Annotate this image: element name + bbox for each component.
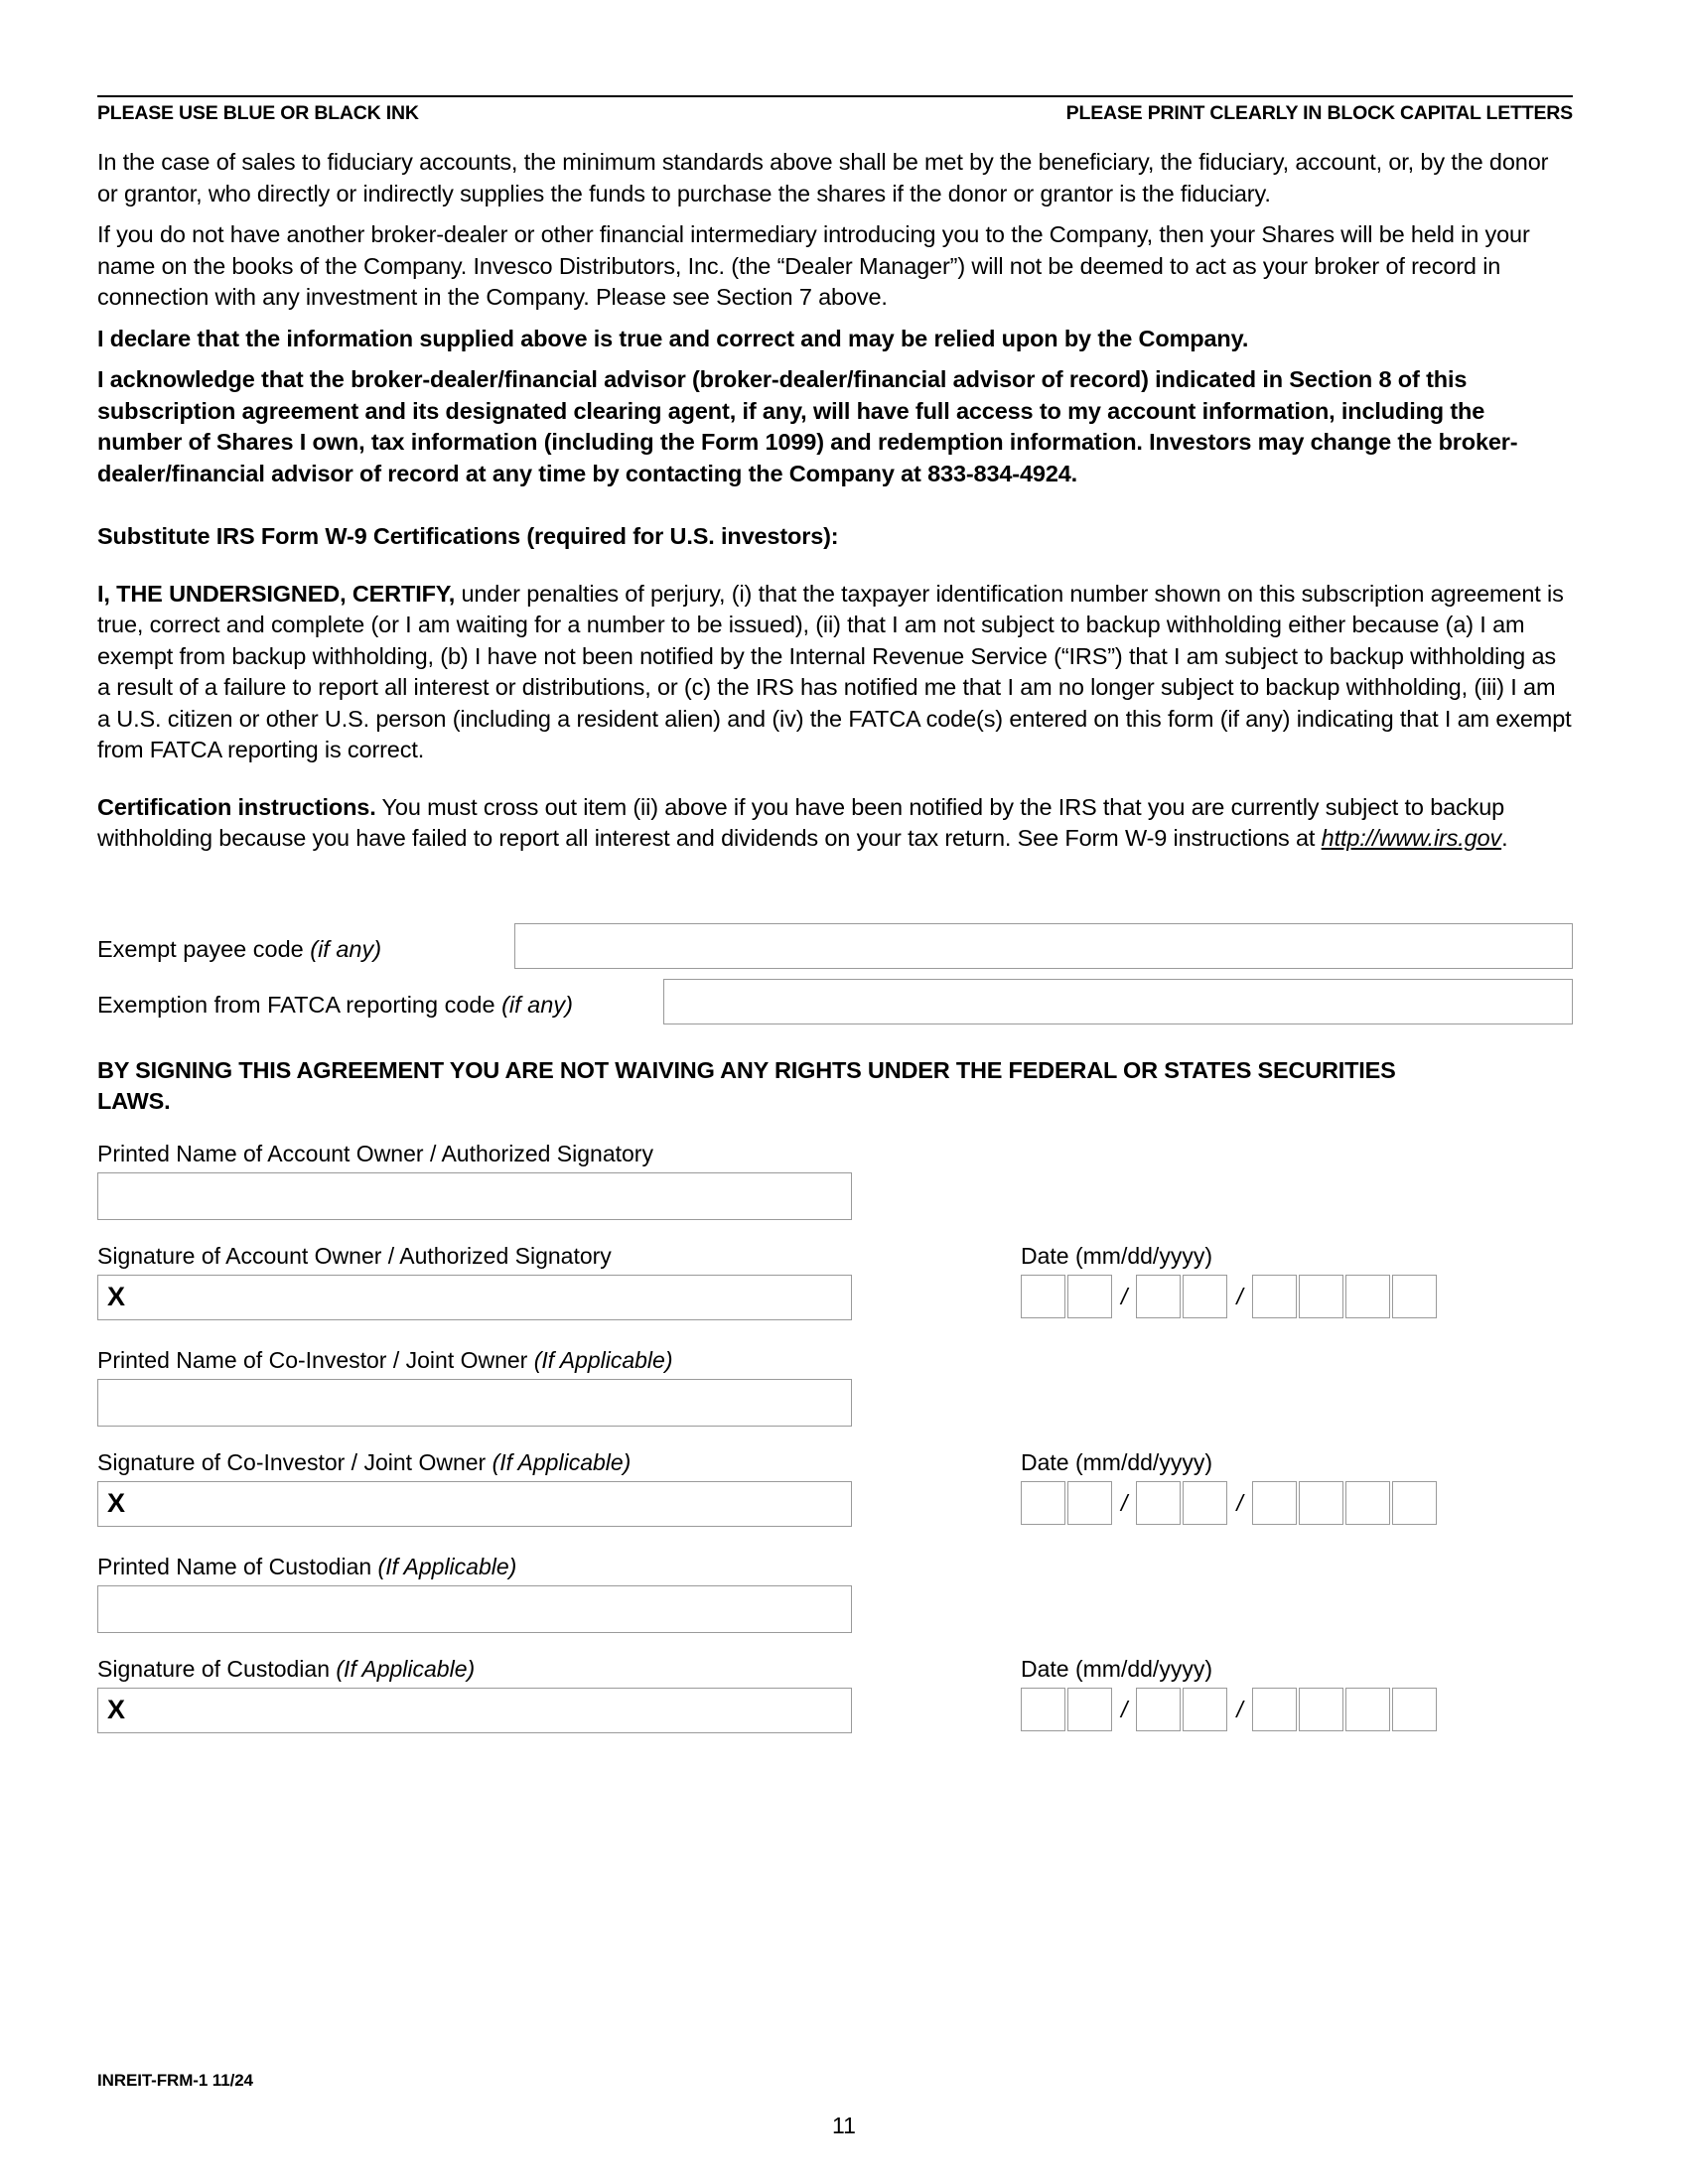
date-separator-slash: / — [1236, 1697, 1243, 1722]
date-year-digit[interactable] — [1345, 1688, 1390, 1731]
date-label: Date (mm/dd/yyyy) — [1021, 1243, 1212, 1269]
date-year-digit[interactable] — [1345, 1481, 1390, 1525]
date-separator-slash: / — [1236, 1490, 1243, 1516]
date-separator-slash: / — [1236, 1284, 1243, 1309]
exempt-payee-code-row — [97, 923, 1573, 971]
spacer — [97, 499, 1573, 521]
fatca-exemption-code-label-note: (if any) — [501, 992, 573, 1018]
date-separator-slash: / — [1121, 1490, 1128, 1516]
printed-name-label — [97, 1140, 1573, 1167]
exempt-payee-code-label-text: Exempt payee code — [97, 936, 311, 962]
printed-name-label-text: Printed Name of Account Owner / Authorized Signatory — [97, 1141, 653, 1166]
fatca-exemption-code-row — [97, 979, 1573, 1026]
signature-field[interactable] — [97, 1688, 852, 1733]
date-boxes — [1021, 1688, 1439, 1731]
signature-x-marker: X — [107, 1487, 126, 1518]
date-separator-slash: / — [1121, 1697, 1128, 1722]
date-year-digit[interactable] — [1299, 1481, 1343, 1525]
date-month-digit[interactable] — [1021, 1275, 1065, 1318]
date-year-digit[interactable] — [1252, 1481, 1297, 1525]
fatca-exemption-code-input[interactable] — [663, 979, 1573, 1024]
printed-name-label-text: Printed Name of Custodian — [97, 1554, 378, 1579]
printed-name-label — [97, 1346, 1573, 1374]
page-number-footer: 11 — [832, 2113, 856, 2138]
signature-label-text: Signature of Co-Investor / Joint Owner — [97, 1449, 492, 1475]
spacer — [97, 563, 1573, 579]
certify-lead-in: I, THE UNDERSIGNED, CERTIFY, — [97, 580, 456, 607]
fatca-exemption-code-label — [97, 991, 573, 1019]
signature-x-marker: X — [107, 1694, 126, 1724]
date-year-digit[interactable] — [1252, 1688, 1297, 1731]
paragraph-fiduciary-accounts: In the case of sales to fiduciary accounts, the minimum standards above shall be met by the beneficiary, the fiduciary, account, or, by the donor or grantor, who directly or indirectly supplies the funds to purchase the shares if the donor or grantor is the fiduciary. — [97, 149, 1549, 206]
form-code-footer: INREIT-FRM-1 11/24 — [97, 2071, 253, 2090]
exempt-payee-code-label — [97, 935, 381, 963]
printed-name-label-note: (If Applicable) — [377, 1554, 517, 1579]
date-label: Date (mm/dd/yyyy) — [1021, 1656, 1212, 1682]
signature-row — [97, 1242, 1573, 1320]
signature-row — [97, 1655, 1573, 1733]
printed-name-label-note: (If Applicable) — [533, 1347, 673, 1373]
signature-label-text: Signature of Account Owner / Authorized Signatory — [97, 1243, 612, 1269]
signature-section — [97, 1140, 1573, 1733]
header-left-instruction: PLEASE USE BLUE OR BLACK INK — [97, 102, 419, 124]
date-label: Date (mm/dd/yyyy) — [1021, 1449, 1212, 1475]
signature-group — [97, 1346, 1573, 1527]
paragraph-acknowledgement: I acknowledge that the broker-dealer/financial advisor (broker-dealer/financial advisor of record) indicated in Section 8 of this subscription agreement and its designated clearing agent, if any, will have full access to my account information, including the number of Shares I own, tax information (including the Form 1099) and redemption information. Investors may change the broker-dealer/financial advisor of record at any time by contacting the Company at 833-834-4924. — [97, 366, 1518, 486]
printed-name-label — [97, 1553, 1573, 1580]
irs-gov-link[interactable]: http://www.irs.gov — [1321, 825, 1502, 851]
paragraph-broker-dealer: If you do not have another broker-dealer or other financial intermediary introducing you to the Company, then your Shares will be held in your name on the books of the Company. Invesco Distributors, Inc. (the “Dealer Manager”) will not be deemed to act as your broker of record in connection with any investment in the Company. Please see Section 7 above. — [97, 221, 1530, 310]
date-month-digit[interactable] — [1067, 1275, 1112, 1318]
printed-name-input[interactable] — [97, 1379, 852, 1427]
date-month-digit[interactable] — [1067, 1688, 1112, 1731]
paragraph-undersigned-certify — [97, 579, 1573, 766]
printed-name-label-text: Printed Name of Co-Investor / Joint Owner — [97, 1347, 534, 1373]
date-day-digit[interactable] — [1183, 1275, 1227, 1318]
date-day-digit[interactable] — [1183, 1688, 1227, 1731]
certification-instructions-body: You must cross out item (ii) above if you have been notified by the IRS that you are currently subject to backup withholding because you have failed to report all interest and dividends on your tax return. See Form W-9 instructions at — [97, 793, 1505, 851]
date-day-digit[interactable] — [1136, 1481, 1181, 1525]
spacer — [97, 776, 1573, 792]
waiver-heading: BY SIGNING THIS AGREEMENT YOU ARE NOT WAIVING ANY RIGHTS UNDER THE FEDERAL OR STATES SECURITIES LAWS. — [97, 1057, 1396, 1114]
date-year-digit[interactable] — [1392, 1688, 1437, 1731]
printed-name-input[interactable] — [97, 1585, 852, 1633]
date-year-digit[interactable] — [1252, 1275, 1297, 1318]
date-day-digit[interactable] — [1136, 1275, 1181, 1318]
date-column — [1021, 1655, 1439, 1731]
body-text-region — [97, 147, 1573, 865]
signature-field[interactable] — [97, 1275, 852, 1320]
signature-group — [97, 1140, 1573, 1320]
signature-field[interactable] — [97, 1481, 852, 1527]
signature-label-note: (If Applicable) — [492, 1449, 632, 1475]
date-month-digit[interactable] — [1021, 1481, 1065, 1525]
paragraph-certification-instructions — [97, 792, 1573, 855]
signature-label-note: (If Applicable) — [336, 1656, 476, 1682]
page-header — [97, 102, 1573, 125]
signature-row — [97, 1448, 1573, 1527]
exempt-payee-code-input[interactable] — [514, 923, 1573, 969]
date-column — [1021, 1448, 1439, 1525]
fatca-exemption-code-label-text: Exemption from FATCA reporting code — [97, 992, 502, 1018]
date-boxes — [1021, 1275, 1439, 1318]
date-year-digit[interactable] — [1392, 1481, 1437, 1525]
certify-body: under penalties of perjury, (i) that the taxpayer identification number shown on this subscription agreement is true, correct and complete (or I am waiting for a number to be issued), (ii) that I am not subject to backup withholding either because (a) I am exempt from backup withholding, (b) I have not been notified by the Internal Revenue Service (“IRS”) that I am subject to backup withholding as a result of a failure to report all interest or distributions, or (c) the IRS has notified me that I am no longer subject to backup withholding, (iii) I am a U.S. citizen or other U.S. person (including a resident alien) and (iv) the FATCA code(s) entered on this form (if any) indicating that I am exempt from FATCA reporting is correct. — [97, 580, 1572, 762]
date-column — [1021, 1242, 1439, 1318]
signature-group — [97, 1553, 1573, 1733]
date-month-digit[interactable] — [1067, 1481, 1112, 1525]
printed-name-input[interactable] — [97, 1172, 852, 1220]
exempt-payee-code-label-note: (if any) — [310, 936, 382, 962]
date-year-digit[interactable] — [1345, 1275, 1390, 1318]
certification-instructions-period: . — [1501, 825, 1508, 851]
date-boxes — [1021, 1481, 1439, 1525]
date-month-digit[interactable] — [1021, 1688, 1065, 1731]
paragraph-declaration: I declare that the information supplied above is true and correct and may be relied upon by the Company. — [97, 325, 1249, 351]
date-year-digit[interactable] — [1299, 1275, 1343, 1318]
signature-x-marker: X — [107, 1281, 126, 1311]
date-day-digit[interactable] — [1136, 1688, 1181, 1731]
header-right-instruction: PLEASE PRINT CLEARLY IN BLOCK CAPITAL LETTERS — [1065, 102, 1573, 124]
exempt-code-fields — [97, 923, 1573, 1034]
certification-instructions-lead-in: Certification instructions. — [97, 793, 376, 820]
header-divider-rule — [97, 95, 1573, 97]
date-year-digit[interactable] — [1392, 1275, 1437, 1318]
heading-substitute-w9: Substitute IRS Form W-9 Certifications (required for U.S. investors): — [97, 523, 839, 549]
signature-label-text: Signature of Custodian — [97, 1656, 337, 1682]
date-separator-slash: / — [1121, 1284, 1128, 1309]
date-day-digit[interactable] — [1183, 1481, 1227, 1525]
date-year-digit[interactable] — [1299, 1688, 1343, 1731]
